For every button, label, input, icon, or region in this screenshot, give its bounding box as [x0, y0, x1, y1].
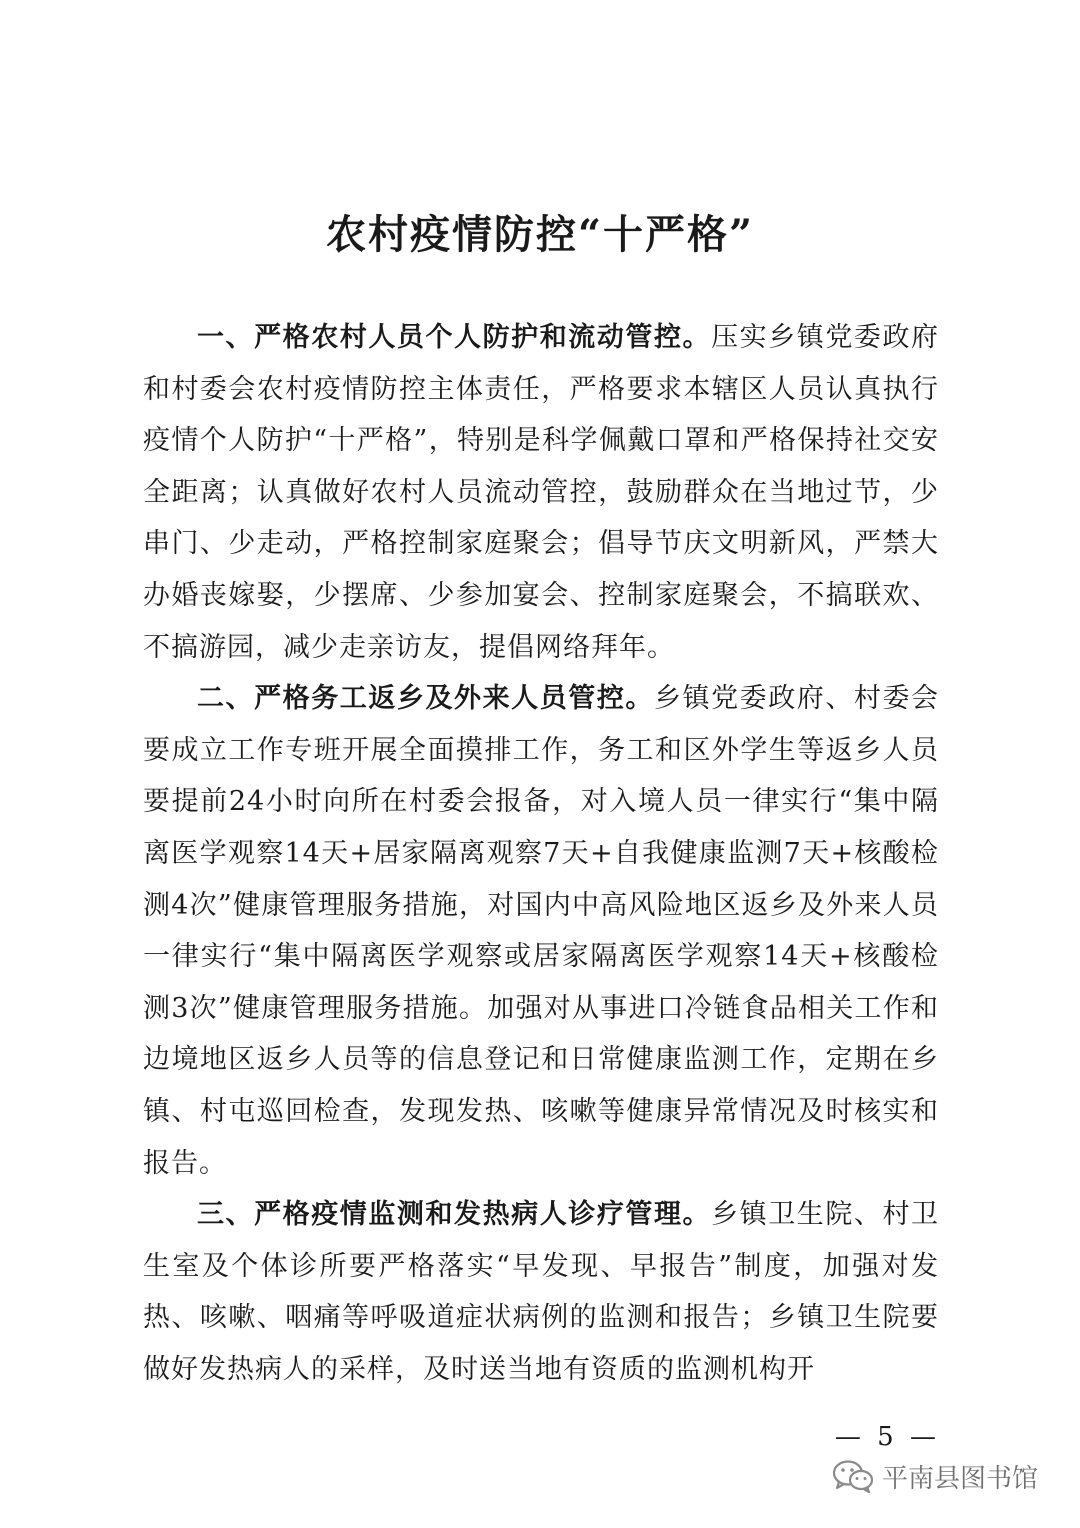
paragraph-3-heading: 三、严格疫情监测和发热病人诊疗管理。 — [197, 1199, 712, 1231]
paragraph-2 — [143, 673, 939, 1189]
paragraph-2-heading: 二、严格务工返乡及外来人员管控。 — [197, 683, 654, 715]
page-title: 农村疫情防控“十严格” — [325, 211, 754, 258]
paragraph-3-text: 乡镇卫生院、村卫生室及个体诊所要严格落实“早发现、早报告”制度，加强对发热、咳嗽、咽痛等呼吸道症状病例的监测和报告；乡镇卫生院要做好发热病人的采样，及时送当地有资质的监测机构开 — [143, 1199, 940, 1385]
paragraph-3 — [143, 1189, 939, 1395]
paragraph-1-text: 压实乡镇党委政府和村委会农村疫情防控主体责任，严格要求本辖区人员认真执行疫情个人防护“十严格”，特别是科学佩戴口罩和严格保持社交安全距离；认真做好农村人员流动管控，鼓励群众在当地过节，少串门、少走动，严格控制家庭聚会；倡导节庆文明新风，严禁大办婚丧嫁娶，少摆席、少参加宴会、控制家庭聚会，不搞联欢、不搞游园，减少走亲访友，提倡网络拜年。 — [143, 322, 940, 663]
watermark — [832, 1454, 1062, 1498]
paragraph-1 — [143, 312, 939, 673]
wechat-icon — [832, 1459, 874, 1493]
page-number: — 5 — — [834, 1422, 940, 1452]
document-body — [143, 312, 939, 1395]
watermark-text: 平南县图书馆 — [882, 1463, 1039, 1494]
paragraph-1-heading: 一、严格农村人员个人防护和流动管控。 — [197, 322, 712, 353]
paragraph-2-text: 乡镇党委政府、村委会要成立工作专班开展全面摸排工作，务工和区外学生等返乡人员要提前24小时向所在村委会报备，对入境人员一律实行“集中隔离医学观察14天+居家隔离观察7天+自我健康监测7天+核酸检测4次”健康管理服务措施，对国内中高风险地区返乡及外来人员一律实行“集中隔离医学观察或居家隔离医学观察14天+核酸检测3次”健康管理服务措施。加强对从事进口冷链食品相关工作和边境地区返乡人员等的信息登记和日常健康监测工作，定期在乡镇、村屯巡回检查，发现发热、咳嗽等健康异常情况及时核实和报告。 — [143, 683, 940, 1179]
